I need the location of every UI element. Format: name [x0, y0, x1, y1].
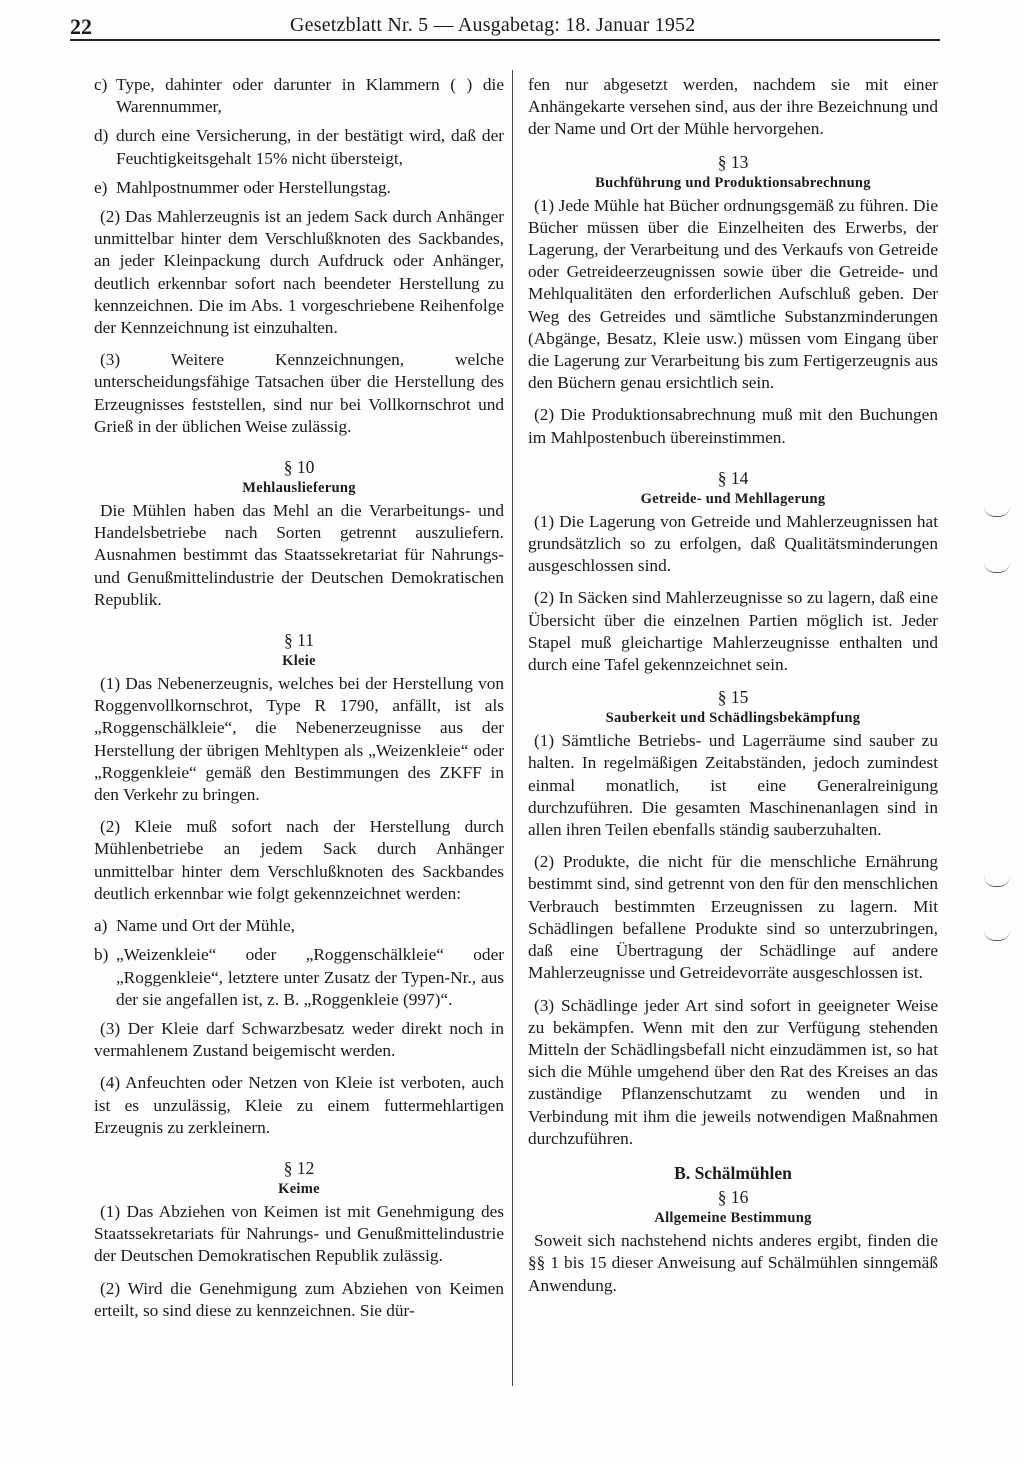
section-10-text: Die Mühlen haben das Mehl an die Verarbeitungs- und Handelsbetriebe nach Sorten getrennt auszuliefern. Ausnahmen bestimmt das Staatssekretariat für Nahrungs- und Genußmittelindustrie der Deutschen Demokratischen Republik. [94, 501, 504, 609]
section-11-paragraph-4: (4) Anfeuchten oder Netzen von Kleie ist verboten, auch ist es unzulässig, Kleie zu einem futtermehlartigen Erzeugnis zu zerkleinern. [94, 1073, 504, 1137]
section-12-number: § 12 [283, 1157, 315, 1178]
list-item-c [94, 74, 504, 118]
section-13-paragraph-2: (2) Die Produktionsabrechnung muß mit den Buchungen im Mahlpostenbuch übereinstimmen. [528, 405, 938, 447]
continuation-text: fen nur abgesetzt werden, nachdem sie mit einer Anhängekarte versehen sind, aus der ihre Bezeichnung und der Name und Ort der Mühle hervorgehen. [528, 75, 938, 139]
gazette-title: Gesetzblatt Nr. 5 — Ausgabetag: 18. Januar 1952 [290, 14, 696, 36]
list-label: d) [94, 126, 109, 146]
section-11-paragraph-3: (3) Der Kleie darf Schwarzbesatz weder direkt noch in vermahlenem Zustand beigemischt werden. [94, 1018, 504, 1061]
section-16-title: Allgemeine Bestimmung [654, 1210, 812, 1227]
list-item-d [94, 125, 504, 169]
margin-mark [984, 562, 1010, 573]
section-11-title: Kleie [282, 653, 316, 670]
part-b-heading: B. Schälmühlen [674, 1162, 792, 1183]
section-15-paragraph-2: (2) Produkte, die nicht für die menschliche Ernährung bestimmt sind, sind getrennt von den für den menschlichen Verbrauch bestimmten Erzeugnissen zu lagern. Mit Schädlingen befallene Produkte sind so unterzubringen, daß eine Übertragung der Schädlinge auf andere Mahlerzeugnisse und Getreidevorräte ausgeschlossen ist. [528, 852, 938, 983]
left-column [94, 74, 504, 1332]
section-12-title: Keime [278, 1180, 320, 1197]
section-14-title: Getreide- und Mehllagerung [640, 490, 826, 507]
header-rule [70, 39, 940, 41]
section-13-number: § 13 [717, 151, 749, 172]
section-10-number: § 10 [283, 457, 315, 478]
section-15-title: Sauberkeit und Schädlingsbekämpfung [605, 710, 861, 727]
section-16-number: § 16 [717, 1187, 749, 1208]
section-11-paragraph-2: (2) Kleie muß sofort nach der Herstellung durch Mühlenbetriebe an jedem Sack durch Anhänger unmittelbar hinter dem Verschlußknoten des Sackbandes deutlich erkennbar wie folgt gekennzeichnet werden: [94, 817, 504, 903]
section-15-paragraph-3: (3) Schädlinge jeder Art sind sofort in geeigneter Weise zu bekämpfen. Wenn mit den zur Verfügung stehenden Mitteln der Schädlingsbefall nicht einzudämmen ist, so hat sich die Mühle umgehend über den Rat des Kreises an das zuständige Pflanzenschutzamt zu wenden und in Verbindung mit ihm die jeweils notwendigen Maßnahmen durchzuführen. [528, 995, 938, 1148]
section-12-paragraph-1: (1) Das Abziehen von Keimen ist mit Genehmigung des Staatssekretariats für Nahrungs- und Genußmittelindustrie der Deutschen Demokratischen Republik zulässig. [94, 1201, 504, 1266]
section-15-paragraph-1: (1) Sämtliche Betriebs- und Lagerräume sind sauber zu halten. In regelmäßigen Zeitabständen, jedoch zumindest einmal monatlich, ist eine Generalreinigung durchzuführen. Die gesamten Maschinenanlagen sind in allen ihren Teilen ebenfalls ständig sauberzuhalten. [528, 731, 938, 840]
list-text: durch eine Versicherung, in der bestätigt wird, daß der Feuchtigkeitsgehalt 15% nicht übersteigt, [116, 126, 504, 168]
margin-mark [984, 930, 1010, 941]
list-item-b [94, 944, 504, 1011]
list-text: Mahlpostnummer oder Herstellungstag. [116, 177, 392, 197]
section-11-paragraph-1: (1) Das Nebenerzeugnis, welches bei der Herstellung von Roggenvollkornschrot, Type R 1790, anfällt, ist als „Roggenschälkleie“, die Nebenerzeugnisse aus der Herstellung der übrigen Mehltypen als „Weizenkleie“ oder „Roggenkleie“ gemäß den Bestimmungen des ZKFF in den Verkehr zu bringen. [94, 674, 504, 805]
page-number: 22 [70, 14, 92, 39]
list-text: „Weizenkleie“ oder „Roggenschälkleie“ oder „Roggenkleie“, letztere unter Zusatz der Typen-Nr., aus der sie angefallen ist, z. B. „Roggenkleie (997)“. [116, 945, 504, 1009]
section-14-paragraph-1: (1) Die Lagerung von Getreide und Mahlerzeugnissen hat grundsätzlich so zu erfolgen, daß Qualitätsminderungen ausgeschlossen sind. [528, 511, 938, 576]
section-15-number: § 15 [717, 687, 749, 708]
section-10-title: Mehlauslieferung [242, 480, 356, 497]
list-label: e) [94, 177, 108, 197]
list-label: c) [94, 75, 108, 94]
section-12-paragraph-2: (2) Wird die Genehmigung zum Abziehen von Keimen erteilt, so sind diese zu kennzeichnen. Sie dür- [94, 1278, 504, 1320]
right-column [528, 74, 938, 1307]
list-item-e [94, 177, 504, 199]
list-label: a) [94, 916, 108, 936]
margin-mark [984, 876, 1010, 887]
section-13-title: Buchführung und Produktionsabrechnung [595, 174, 871, 191]
paragraph-9-3: (3) Weitere Kennzeichnungen, welche unterscheidungsfähige Tatsachen über die Herstellung des Erzeugnisses feststellen, sind nur bei Vollkornschrot und Grieß in der üblichen Weise zulässig. [94, 350, 504, 436]
section-11-number: § 11 [284, 630, 314, 651]
list-text: Type, dahinter oder darunter in Klammern ( ) die Warennummer, [116, 75, 504, 117]
list-item-a [94, 915, 504, 937]
section-13-paragraph-1: (1) Jede Mühle hat Bücher ordnungsgemäß zu führen. Die Bücher müssen über die Einzelheiten des Erwerbs, der Lagerung, der Verarbeitung und des Verkaufs von Getreide oder Getreideerzeugnissen sowie über die Getreide- und Mehlqualitäten den erforderlichen Aufschluß geben. Der Weg des Getreides und sämtliche Substanzminderungen (Abgänge, Besatz, Kleie usw.) müssen vom Eingang über die Lagerung zur Verarbeitung bis zum Fertigerzeugnis aus den Büchern genau ersichtlich sein. [528, 195, 938, 393]
page-header [70, 14, 940, 40]
paragraph-9-2: (2) Das Mahlerzeugnis ist an jedem Sack durch Anhänger unmittelbar hinter dem Verschlußknoten des Sackbandes, an jeder Kleinpackung durch Aufdruck oder Anhänger, deutlich erkennbar sofort nach beendeter Herstellung zu kennzeichnen. Die im Abs. 1 vorgeschriebene Reihenfolge der Kennzeichnung ist einzuhalten. [94, 207, 504, 338]
list-text: Name und Ort der Mühle, [116, 916, 296, 936]
list-label: b) [94, 945, 109, 965]
column-divider [512, 70, 513, 1386]
section-14-number: § 14 [717, 467, 749, 488]
section-14-paragraph-2: (2) In Säcken sind Mahlerzeugnisse so zu lagern, daß eine Übersicht über die einzelnen Partien möglich ist. Jeder Stapel muß gleichartige Mahlerzeugnisse enthalten und durch eine Tafel gekennzeichnet sein. [528, 588, 938, 675]
section-16-text: Soweit sich nachstehend nichts anderes ergibt, finden die §§ 1 bis 15 dieser Anweisung auf Schälmühlen sinngemäß Anwendung. [528, 1231, 938, 1295]
margin-mark [984, 506, 1010, 517]
